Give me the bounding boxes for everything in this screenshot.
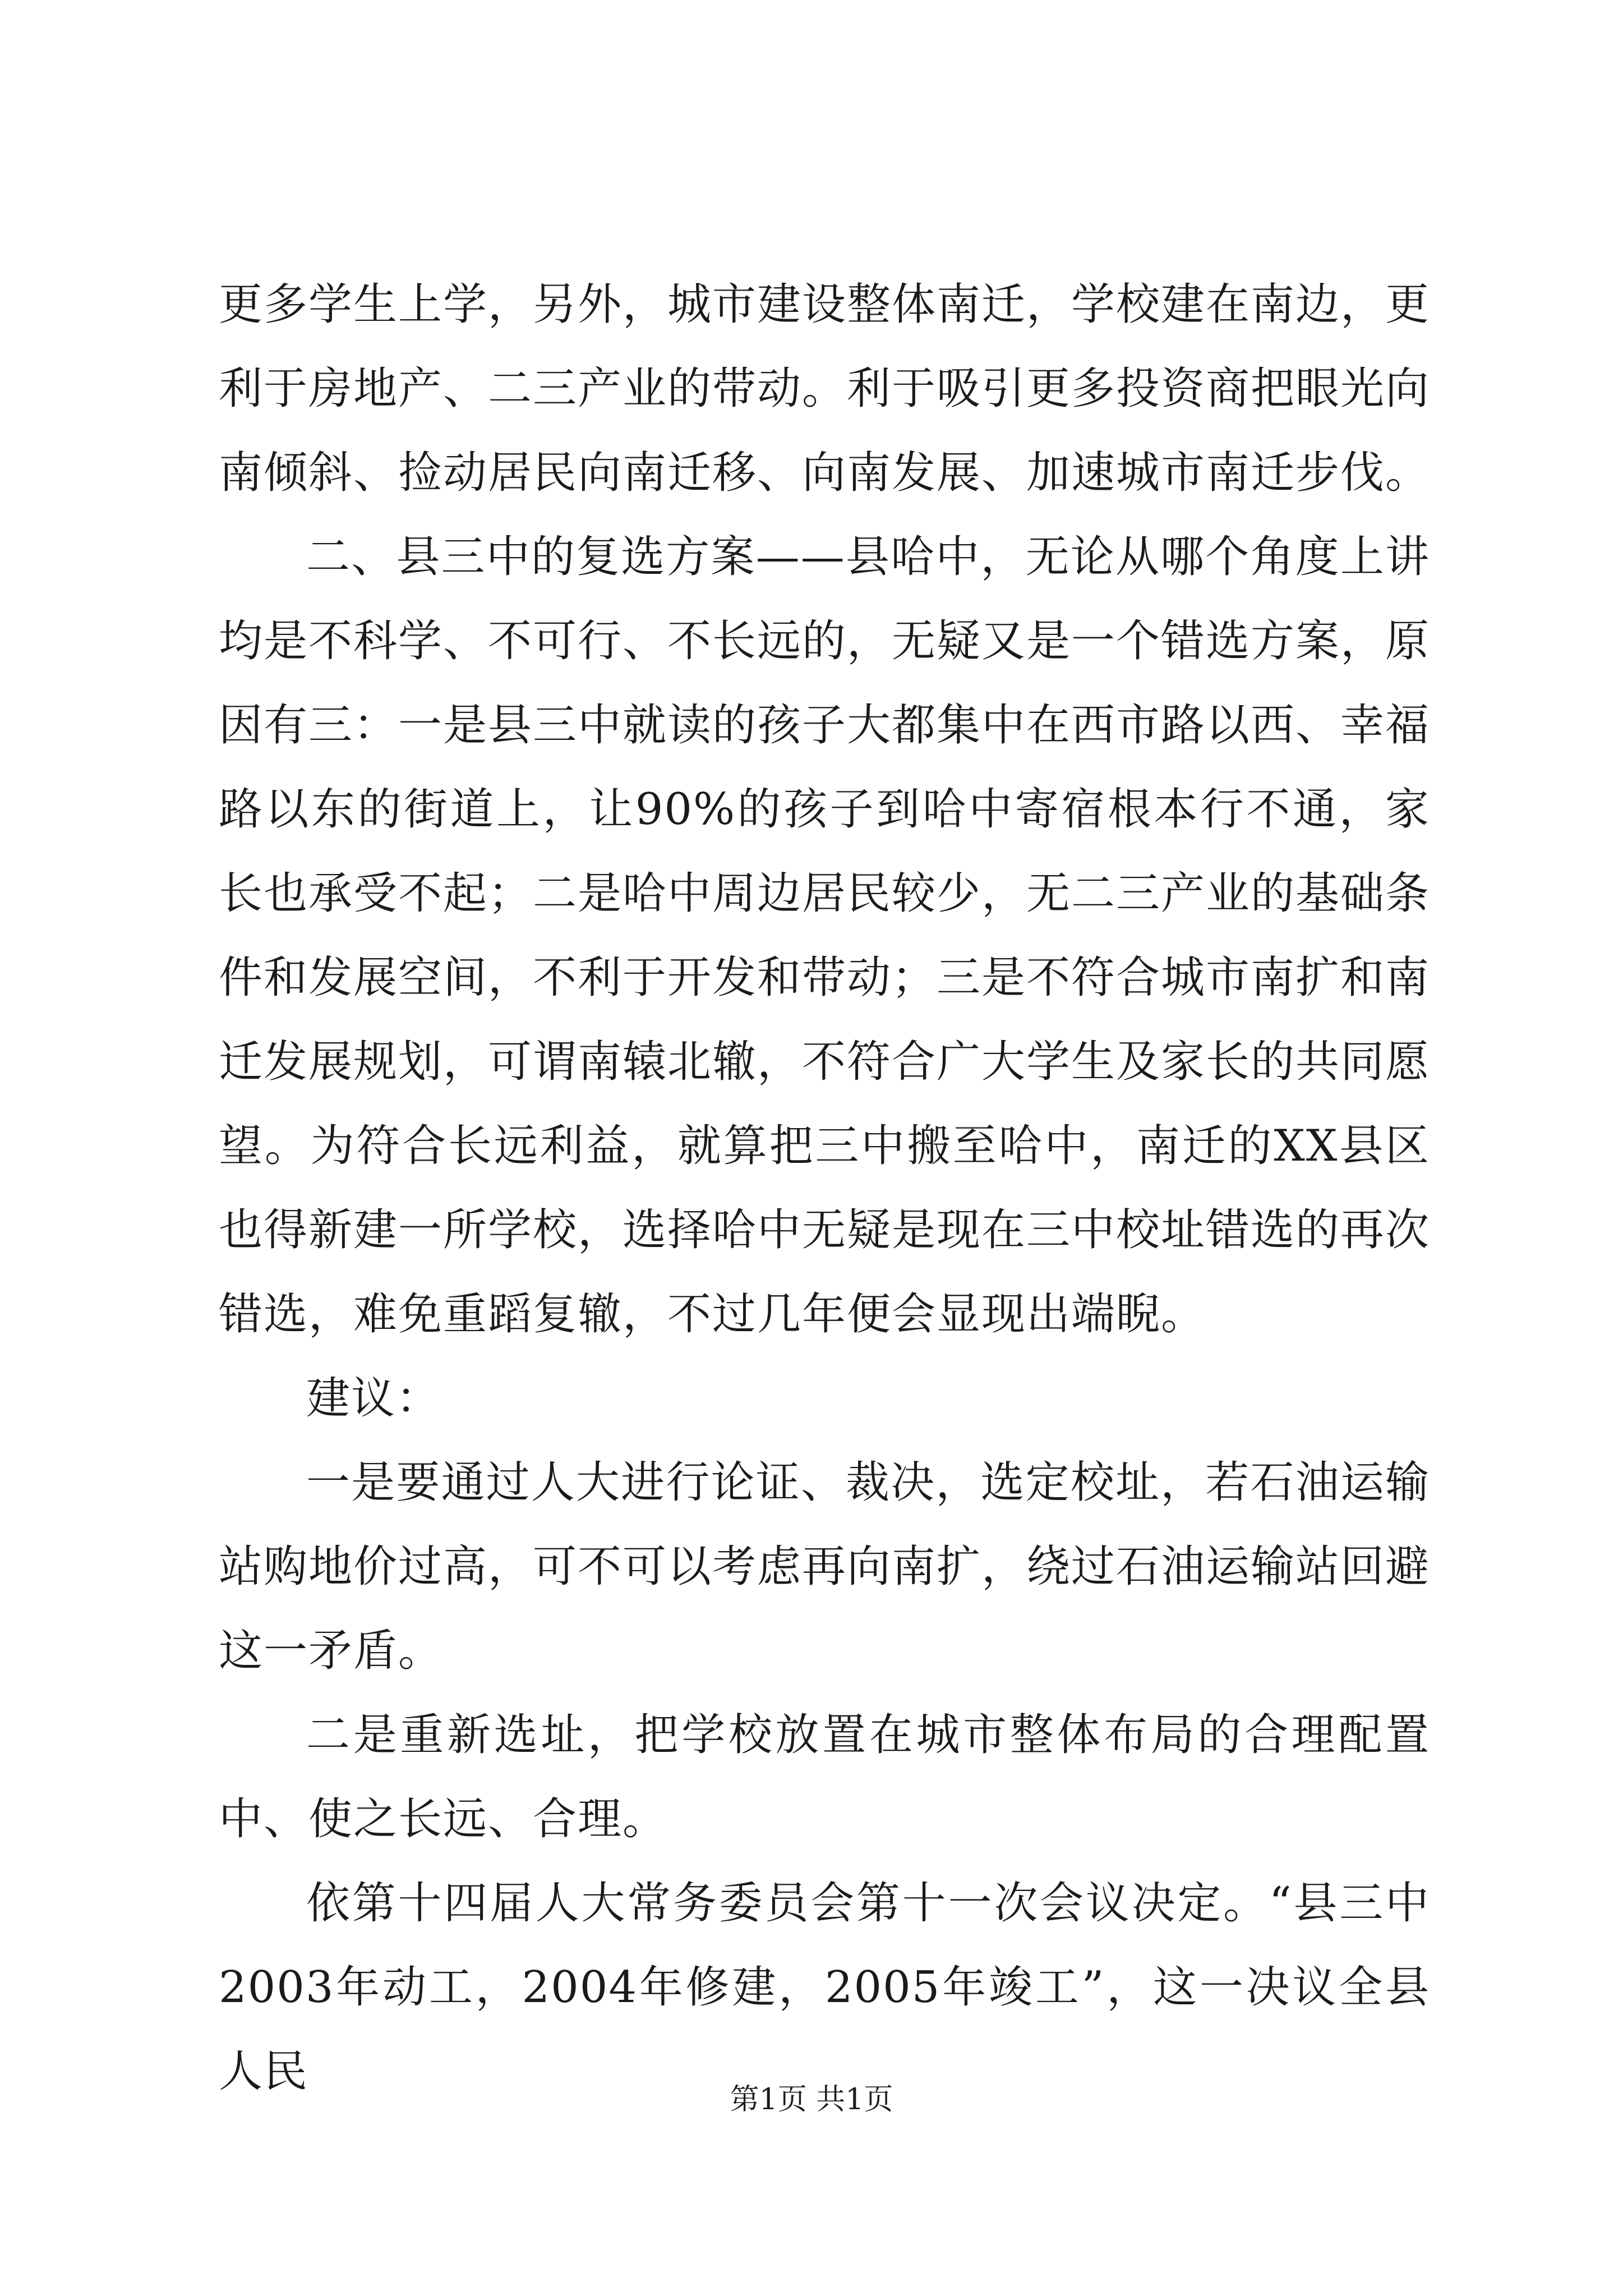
paragraph-1: 更多学生上学，另外，城市建设整体南迁，学校建在南边，更利于房地产、二三产业的带动。利于吸引更多投资商把眼光向南倾斜、捡动居民向南迁移、向南发展、加速城市南迁步伐。 bbox=[219, 279, 1431, 498]
document-body bbox=[219, 263, 1430, 2114]
paragraph-6: 依第十四届人大常务委员会第十一次会议决定。“县三中2003年动工，2004年修建，2005年竣工”，这一决议全县人民 bbox=[219, 1878, 1430, 2097]
paragraph-3: 建议： bbox=[306, 1373, 441, 1424]
page-footer: 第1页 共1页 bbox=[730, 2083, 893, 2116]
paragraph-2: 二、县三中的复选方案——县哈中，无论从哪个角度上讲均是不科学、不可行、不长远的，无疑又是一个错选方案，原因有三：一是县三中就读的孩子大都集中在西市路以西、幸福路以东的街道上，让90%的孩子到哈中寄宿根本行不通，家长也承受不起；二是哈中周边居民较少，无二三产业的基础条件和发展空间，不利于开发和带动；三是不符合城市南扩和南迁发展规划，可谓南辕北辙，不符合广大学生及家长的共同愿望。为符合长远利益，就算把三中搬至哈中，南迁的XX县区也得新建一所学校，选择哈中无疑是现在三中校址错选的再次错选，难免重蹈复辙，不过几年便会显现出端睨。 bbox=[219, 532, 1431, 1340]
paragraph-4: 一是要通过人大进行论证、裁决，选定校址，若石油运输站购地价过高，可不可以考虑再向南扩，绕过石油运输站回避这一矛盾。 bbox=[219, 1457, 1431, 1676]
paragraph-5: 二是重新选址，把学校放置在城市整体布局的合理配置中、使之长远、合理。 bbox=[219, 1710, 1430, 1844]
